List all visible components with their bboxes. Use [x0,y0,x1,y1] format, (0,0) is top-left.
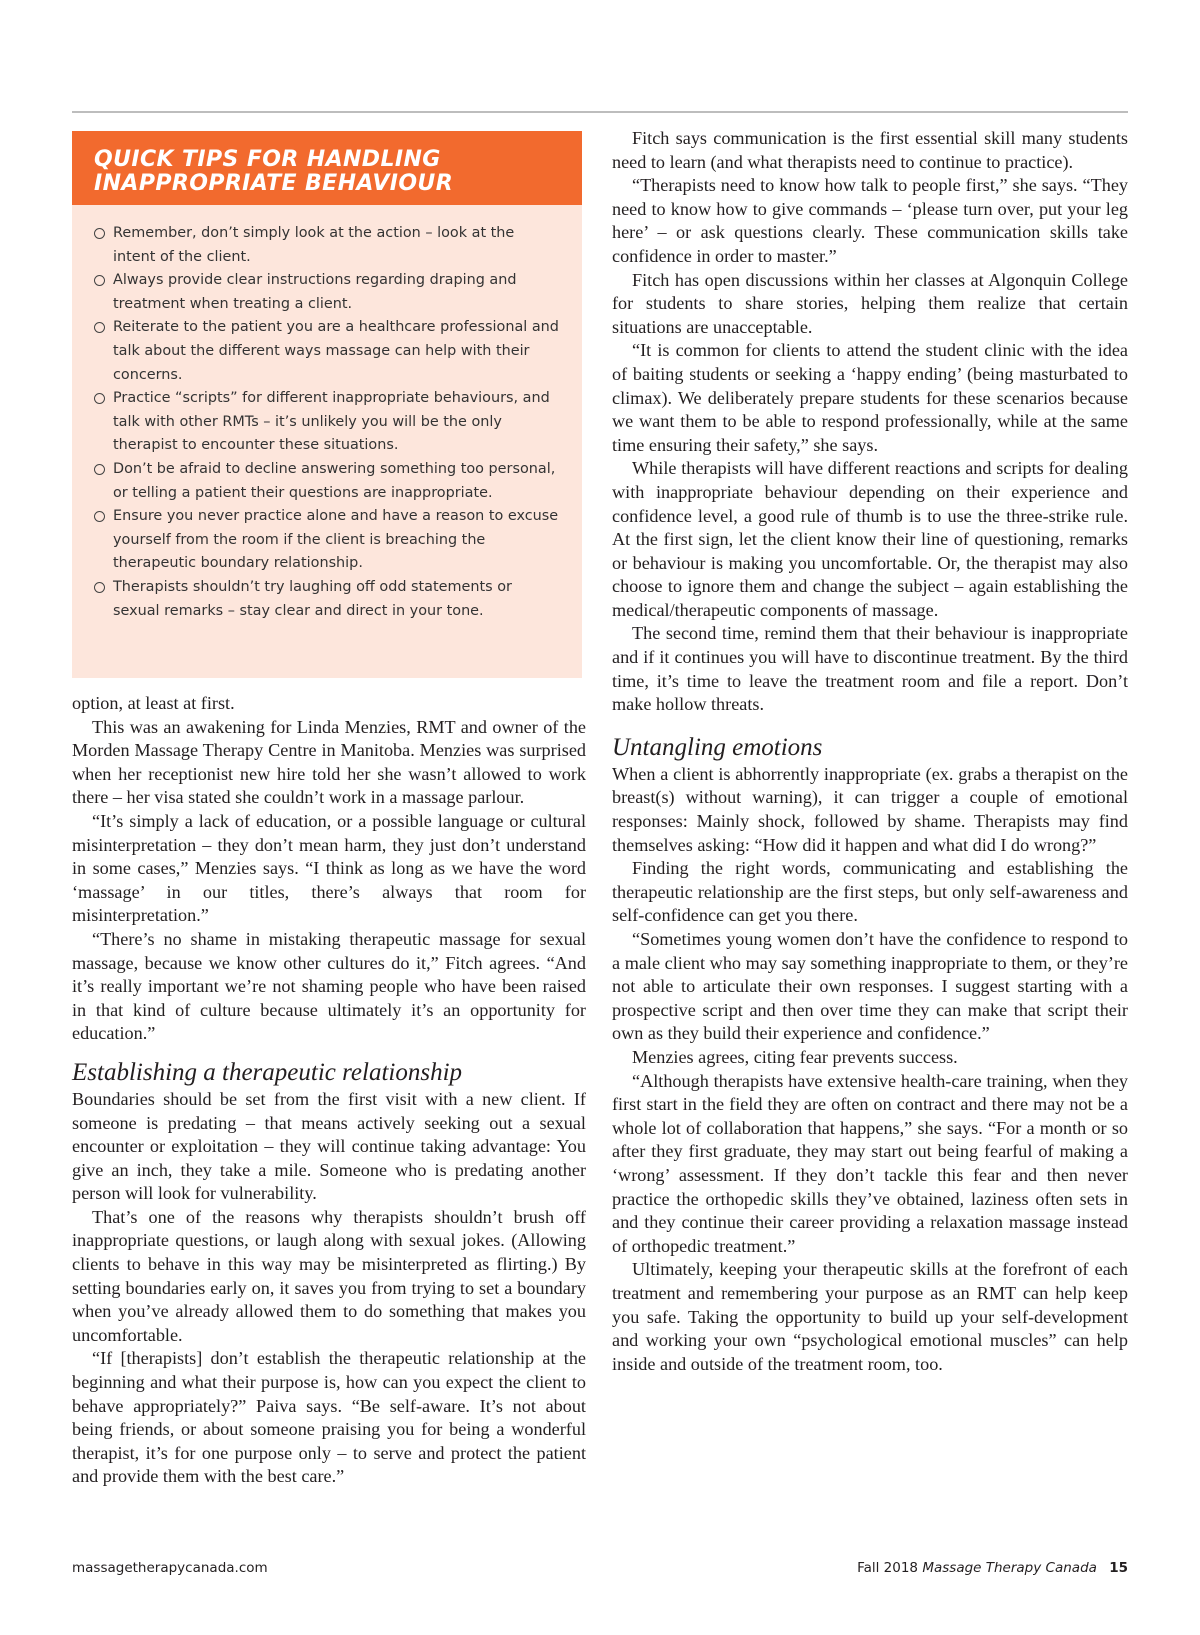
body-paragraph: This was an awakening for Linda Menzies, RMT and owner of the Morden Massage Therapy Centre in Manitoba. Menzies was surprised when her receptionist new hire told her she wasn’t allowed to work there – her visa stated she couldn’t work in a massage parlour. [72,716,586,808]
tip-text: Always provide clear instructions regarding draping and treatment when treating a client. [113,272,517,312]
footer-issue-info [857,1560,1128,1576]
circle-bullet-icon [94,393,105,404]
tip-item [94,269,560,316]
footer-website: massagetherapycanada.com [72,1560,268,1576]
sidebar-title-line-1: QUICK TIPS FOR HANDLING [94,147,441,172]
tips-list [72,205,582,623]
section-heading-untangling-emotions: Untangling emotions [612,733,823,761]
tip-text: Remember, don’t simply look at the action – look at the intent of the client. [113,225,515,265]
circle-bullet-icon [94,228,105,239]
body-paragraph: “It’s simply a lack of education, or a possible language or cultural misinterpretation – they don’t mean harm, they just don’t understand in some cases,” Menzies says. “I think as long as we have the word ‘massage’ in our titles, there’s always that room for misinterpretation.” [72,810,586,926]
body-paragraph: “If [therapists] don’t establish the therapeutic relationship at the beginning and what their purpose is, how can you expect the client to behave appropriately?” Paiva says. “Be self-aware. It’s not about being friends, or about someone praising you for being a wonderful therapist, it’s for one purpose only – to serve and protect the patient and provide them with the best care.” [72,1348,586,1487]
sidebar-title-line-2: INAPPROPRIATE BEHAVIOUR [94,171,454,196]
tip-text: Ensure you never practice alone and have a reason to excuse yourself from the room if the client is breaching the therapeutic boundary relationship. [113,508,559,572]
body-paragraph: While therapists will have different reactions and scripts for dealing with inappropriate behaviour depending on their experience and confidence level, a good rule of thumb is to use the three-strike rule. At the first sign, let the client know their line of questioning, remarks or behaviour is making you uncomfortable. Or, the therapist may also choose to ignore them and change the subject – again establishing the medical/therapeutic components of massage. [612,458,1128,620]
right-column-text [612,127,1128,1376]
body-paragraph: Fitch has open discussions within her classes at Algonquin College for students to share stories, helping them realize that certain situations are unacceptable. [612,269,1128,337]
body-paragraph: “Sometimes young women don’t have the confidence to respond to a male client who may say something inappropriate to them, or they’re not able to articulate their own responses. I suggest starting with a prospective script and then over time they can make that script their own as they build their experience and confidence.” [612,929,1128,1044]
footer-magazine-name: Massage Therapy Canada [922,1560,1097,1576]
top-rule [72,111,1128,113]
body-paragraph: Finding the right words, communicating and establishing the therapeutic relationship are the first steps, but only self-awareness and self-confidence can get you there. [612,858,1128,926]
body-paragraph: The second time, remind them that their behaviour is inappropriate and if it continues you will have to discontinue treatment. By the third time, it’s time to leave the treatment room and file a report. Don’t make hollow threats. [612,623,1128,715]
tip-item [94,458,560,505]
body-paragraph: Menzies agrees, citing fear prevents success. [632,1046,958,1067]
footer-issue: Fall 2018 [857,1560,919,1576]
body-paragraph: When a client is abhorrently inappropriate (ex. grabs a therapist on the breast(s) without warning), it can trigger a couple of emotional responses: Mainly shock, followed by shame. Therapists may find themselves asking: “How did it happen and what did I do wrong?” [612,763,1128,855]
sidebar-header [72,131,582,205]
body-paragraph: “Although therapists have extensive health-care training, when they first start in the field they are often on contract and there may not be a whole lot of collaboration that happens,” she says. “For a month or so after they first graduate, they may start out being fearful of making a ‘wrong’ assessment. If they don’t tackle this fear and then never practice the orthopedic skills they’ve obtained, laziness often sets in and they continue their career providing a relaxation massage instead of orthopedic treatment.” [612,1070,1128,1256]
body-paragraph: option, at least at first. [72,693,235,713]
body-paragraph: “Therapists need to know how talk to people first,” she says. “They need to know how to give commands – ‘please turn over, put your leg here’ – or ask questions clearly. These communication skills take confidence in order to master.” [612,175,1128,266]
tip-item [94,576,560,623]
tip-text: Practice “scripts” for different inappropriate behaviours, and talk with other RMTs – it’s unlikely you will be the only therapist to encounter these situations. [113,390,550,454]
body-paragraph: Fitch says communication is the first essential skill many students need to learn (and what therapists need to continue to practice). [612,128,1128,172]
body-paragraph: “It is common for clients to attend the student clinic with the idea of baiting students or seeking a ‘happy ending’ (being masturbated to climax). We deliberately prepare students for these scenarios because we want them to be able to respond professionally, while at the same time ensuring their safety,” she says. [612,340,1128,455]
body-paragraph: Ultimately, keeping your therapeutic skills at the forefront of each treatment and remembering your purpose as an RMT can help keep you safe. Taking the opportunity to build up your self-development and working your own “psychological emotional muscles” can help inside and outside of the treatment room, too. [612,1259,1128,1374]
circle-bullet-icon [94,275,105,286]
tip-text: Reiterate to the patient you are a healthcare professional and talk about the different ways massage can help with their concerns. [113,319,559,383]
tip-text: Therapists shouldn’t try laughing off odd statements or sexual remarks – stay clear and direct in your tone. [113,578,512,619]
page-number: 15 [1109,1560,1128,1576]
circle-bullet-icon [94,322,105,333]
tip-item [94,387,560,458]
circle-bullet-icon [94,582,105,593]
body-paragraph: That’s one of the reasons why therapists shouldn’t brush off inappropriate questions, or laugh along with sexual jokes. (Allowing clients to behave in this way may be misinterpreted as flirting.) By setting boundaries early on, it saves you from trying to set a boundary when you’ve already allowed them to do something that makes you uncomfortable. [72,1206,586,1345]
tip-text: Don’t be afraid to decline answering something too personal, or telling a patient their questions are inappropriate. [113,460,556,501]
tip-item [94,222,560,269]
circle-bullet-icon [94,464,105,475]
tip-item [94,505,560,576]
body-paragraph: Boundaries should be set from the first visit with a new client. If someone is predating – that means actively seeking out a sexual encounter or exploitation – they will continue taking advantage: You give an inch, they take a mile. Someone who is predating another person will look for vulnerability. [72,1088,586,1204]
circle-bullet-icon [94,511,105,522]
left-column-text [72,692,586,1489]
quick-tips-sidebar [72,131,582,678]
tip-item [94,316,560,387]
section-heading-therapeutic-relationship: Establishing a therapeutic relationship [72,1058,463,1086]
body-paragraph: “There’s no shame in mistaking therapeutic massage for sexual massage, because we know other cultures do it,” Fitch agrees. “And it’s really important we’re not shaming people who have been raised in that kind of culture because ultimately it’s an opportunity for education.” [72,928,586,1044]
